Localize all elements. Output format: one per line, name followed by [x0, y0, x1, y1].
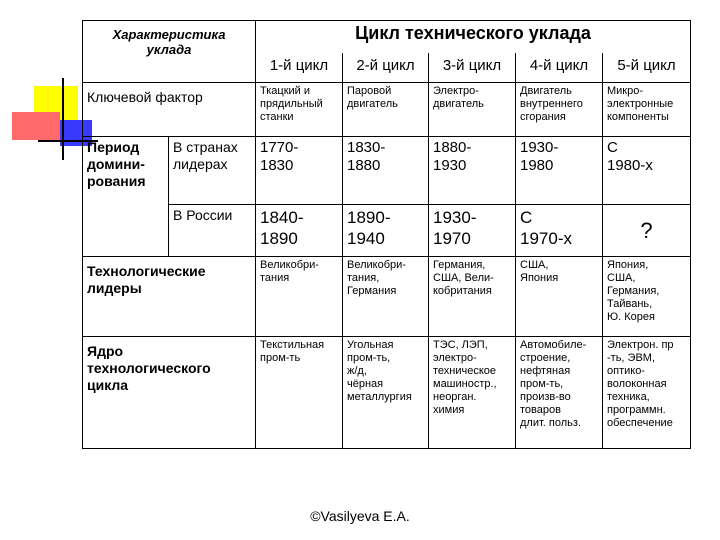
russia-period-cell: С 1970-х — [516, 205, 603, 257]
tech-leaders-cell: Великобри- тания — [256, 257, 343, 337]
key-factor-cell: Двигатель внутреннего сгорания — [516, 83, 603, 137]
leaders-countries-label: В странах лидерах — [169, 137, 256, 205]
cycle-4-header: 4-й цикл — [516, 53, 603, 83]
cycle-2-header: 2-й цикл — [343, 53, 429, 83]
russia-label: В России — [169, 205, 256, 257]
tech-core-cell: Текстильная пром-ть — [256, 337, 343, 449]
leaders-period-cell: С 1980-х — [603, 137, 691, 205]
russia-period-cell: 1890- 1940 — [343, 205, 429, 257]
key-factor-label: Ключевой фактор — [83, 83, 256, 137]
key-factor-cell: Ткацкий и прядильный станки — [256, 83, 343, 137]
cycle-title: Цикл технического уклада — [256, 21, 691, 53]
tech-core-cell: ТЭС, ЛЭП, электро- техническое машиностр., неорган. химия — [429, 337, 516, 449]
deco-red-square — [12, 112, 60, 140]
russia-period-unknown: ? — [603, 205, 691, 257]
key-factor-cell: Микро- электронные компоненты — [603, 83, 691, 137]
tech-core-label: Ядро технологического цикла — [83, 337, 256, 449]
dominance-period-label: Период домини- рования — [83, 137, 169, 257]
tech-leaders-cell: США, Япония — [516, 257, 603, 337]
key-factor-cell: Паровой двигатель — [343, 83, 429, 137]
russia-period-cell: 1840- 1890 — [256, 205, 343, 257]
deco-vertical-line — [62, 78, 64, 160]
tech-leaders-cell: Великобри- тания, Германия — [343, 257, 429, 337]
key-factor-cell: Электро- двигатель — [429, 83, 516, 137]
tech-leaders-cell: Германия, США, Вели- кобритания — [429, 257, 516, 337]
tech-core-cell: Электрон. пр -ть, ЭВМ, оптико- волоконная техника, программн. обеспечение — [603, 337, 691, 449]
copyright-footer: ©Vasilyeva E.A. — [310, 508, 410, 524]
tech-core-cell: Угольная пром-ть, ж/д, чёрная металлургия — [343, 337, 429, 449]
leaders-period-cell: 1830- 1880 — [343, 137, 429, 205]
tech-cycles-table — [82, 20, 691, 449]
cycle-3-header: 3-й цикл — [429, 53, 516, 83]
russia-period-cell: 1930- 1970 — [429, 205, 516, 257]
cycle-1-header: 1-й цикл — [256, 53, 343, 83]
leaders-period-cell: 1770- 1830 — [256, 137, 343, 205]
tech-leaders-label: Технологические лидеры — [83, 257, 256, 337]
leaders-period-cell: 1930- 1980 — [516, 137, 603, 205]
tech-core-cell: Автомобиле- строение, нефтяная пром-ть, произв-во товаров длит. польз. — [516, 337, 603, 449]
characteristic-header: Характеристика уклада — [83, 21, 256, 83]
tech-leaders-cell: Япония, США, Германия, Тайвань, Ю. Корея — [603, 257, 691, 337]
leaders-period-cell: 1880- 1930 — [429, 137, 516, 205]
cycle-5-header: 5-й цикл — [603, 53, 691, 83]
